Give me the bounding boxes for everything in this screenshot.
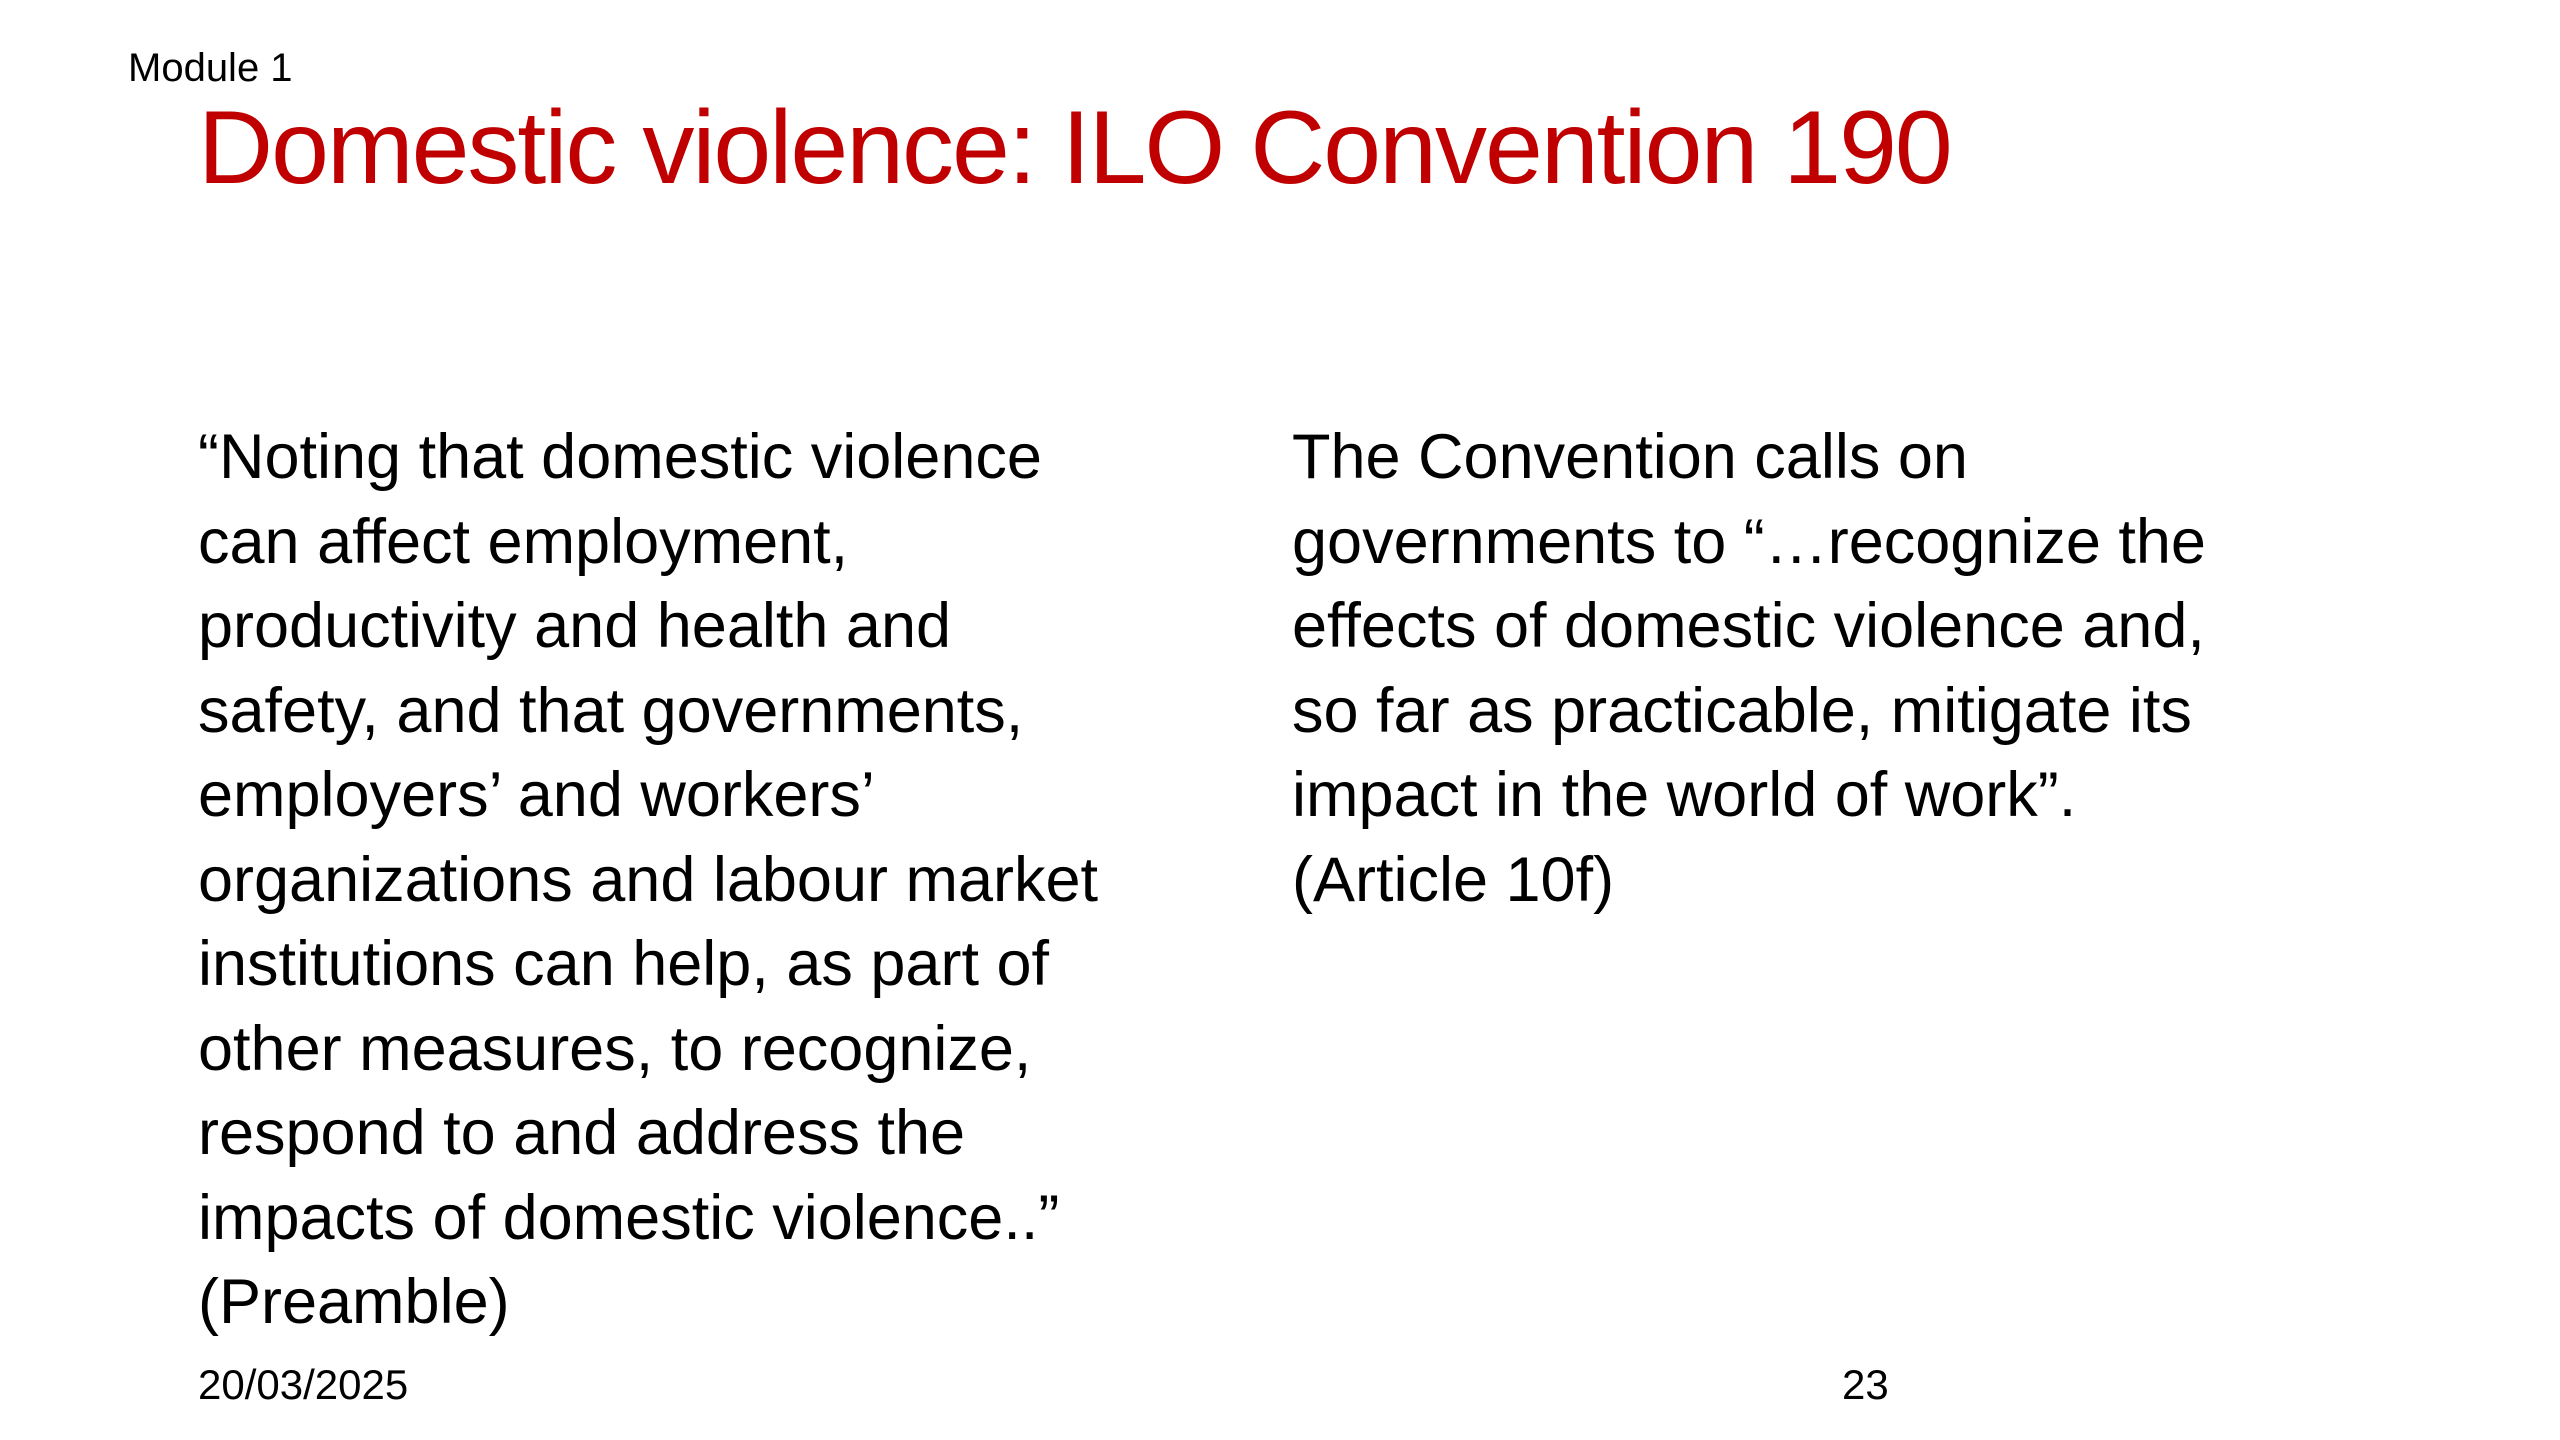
slide-title: Domestic violence: ILO Convention 190 [198,90,1951,206]
left-column-quote [198,415,1228,1345]
text-line: The Convention calls on [1292,422,1968,492]
article-reference: (Article 10f) [1292,844,1615,915]
quote-line: productivity and health and [198,591,952,661]
text-line: effects of domestic violence and, [1292,591,2205,661]
quote-line: can affect employment, [198,506,849,577]
quote-line: employers’ and workers’ [198,760,875,830]
quote-line: institutions can help, as part of [198,929,1049,999]
module-label: Module 1 [128,46,293,90]
text-line: impact in the world of work”. [1292,760,2077,830]
text-line: governments to “…recognize the [1292,506,2206,577]
quote-line: other measures, to recognize, [198,1013,1032,1084]
footer-date: 20/03/2025 [198,1361,409,1408]
quote-line: respond to and address the [198,1098,966,1168]
quote-line: impacts of domestic violence..” [198,1182,1060,1253]
page-number: 23 [1842,1361,1889,1408]
quote-source: (Preamble) [198,1267,510,1337]
right-column-text [1292,415,2392,922]
quote-line: safety, and that governments, [198,675,1024,746]
quote-line: “Noting that domestic violence [198,422,1042,492]
text-line: so far as practicable, mitigate its [1292,675,2192,746]
quote-line: organizations and labour market [198,844,1099,915]
